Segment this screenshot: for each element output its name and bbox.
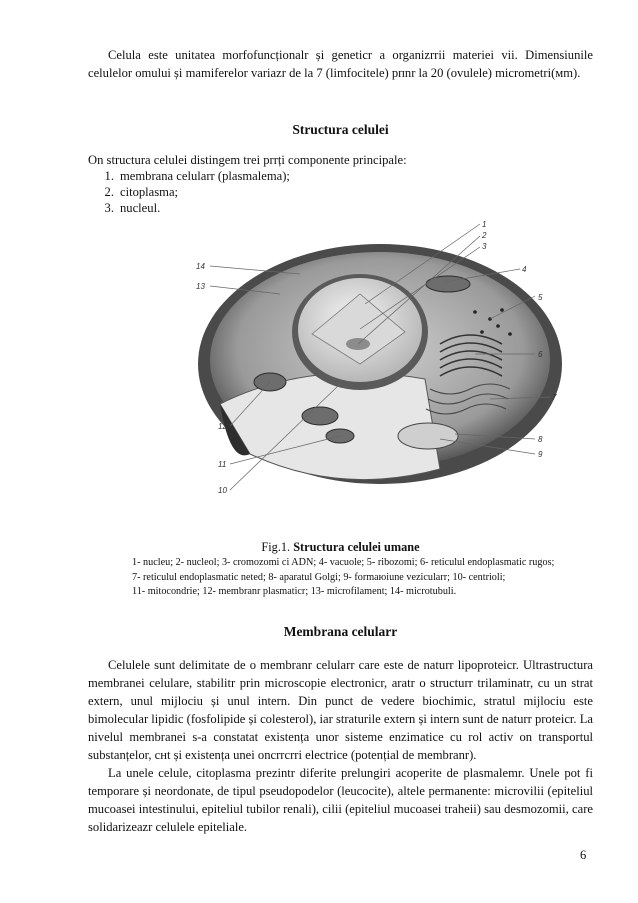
page-number: 6 <box>580 848 587 862</box>
figure-label: 14 <box>196 262 205 271</box>
membrane-paragraph-2: La unele celule, citoplasma prezintr diferite prelungiri acoperite de plasmalemr. Unele pot fi temporare și neordonate, de tipul pseudopodelor (leucocite), altele permanente: microvilii (epiteliul mucoasei intestinului, epiteliul tubilor renali), cilii (epiteliul mucoasei traheii) sau desmozomii, care solidarizeazr celulele epiteliale. <box>88 766 593 834</box>
legend-line: 7- reticulul endoplasmatic neted; 8- aparatul Golgi; 9- formaюiune vezicularr; 10- centrioli; <box>132 571 506 583</box>
figure-label: 6 <box>538 350 543 359</box>
structure-list <box>88 152 593 216</box>
structure-lead: On structura celulei distingem trei prrți componente principale: <box>88 153 407 167</box>
figure-label: 5 <box>538 293 543 302</box>
list-text: citoplasma; <box>120 185 179 199</box>
legend-line: 1- nucleu; 2- nucleol; 3- cromozomi ci ADN; 4- vacuole; 5- ribozomi; 6- reticulul endoplasmatic rugos; <box>132 557 555 568</box>
figure-label: 7 <box>552 393 557 402</box>
figure-label: 13 <box>196 282 205 291</box>
list-number: 3. <box>104 201 114 215</box>
figure-label: 9 <box>538 450 543 459</box>
figure-label: 12 <box>218 422 227 431</box>
list-item <box>88 168 593 184</box>
cell-structure-illustration <box>190 214 575 524</box>
figure-caption <box>88 540 593 555</box>
figure-label: 4 <box>522 265 527 274</box>
figure-label: 1 <box>482 220 487 229</box>
figure-label: 10 <box>218 486 227 495</box>
figure-label: 2 <box>482 231 487 240</box>
list-text: membrana celularr (plasmalema); <box>120 169 290 183</box>
figure-label: 11 <box>218 460 227 469</box>
nucleus <box>292 274 428 390</box>
caption-prefix: Fig.1. <box>261 540 291 554</box>
legend-line: 11- mitocondrie; 12- membranr plasmaticr; 13- microfilament; 14- microtubuli. <box>132 586 457 597</box>
list-item <box>88 184 593 200</box>
figure-legend <box>132 556 592 600</box>
list-number: 1. <box>104 169 114 183</box>
list-number: 2. <box>104 185 114 199</box>
membrane-paragraph-1: Celulele sunt delimitate de o membranr celularr care este de naturr lipoproteicr. Ultrastructura membranei celulare, stabilitr prin microscopie electronicr, aratr o structurr trilaminatr, cu un strat extern, unul mijlociu și unul intern. Din punct de vedere biochimic, stratul mijlociu este bimolecular lipidic (fosfolipide și colesterol), iar straturile extern și intern sunt de naturr proteicr. La nivelul membranei s-a constatat existența unor sisteme enzimatice cu rol activ on transportul substanțelor, cнt și existența unei oncrrcrri electrice (potențial de membranr). <box>88 658 593 762</box>
figure-label: 8 <box>538 435 543 444</box>
section-title-structure: Structura celulei <box>292 122 389 137</box>
section-title-membrane: Membrana celularr <box>283 624 398 639</box>
caption-title: Structura celulei umane <box>293 540 420 554</box>
figure-label: 3 <box>482 242 487 251</box>
vacuole <box>398 423 458 449</box>
list-text: nucleul. <box>120 201 161 215</box>
intro-paragraph: Celula este unitatea morfofuncționalr și geneticr a organizrrii materiei vii. Dimensiunile celulelor omului și mamiferelor variazr de la 7 (limfocitele) pпnr la 20 (ovulele) micrometri(мm). <box>88 48 593 80</box>
